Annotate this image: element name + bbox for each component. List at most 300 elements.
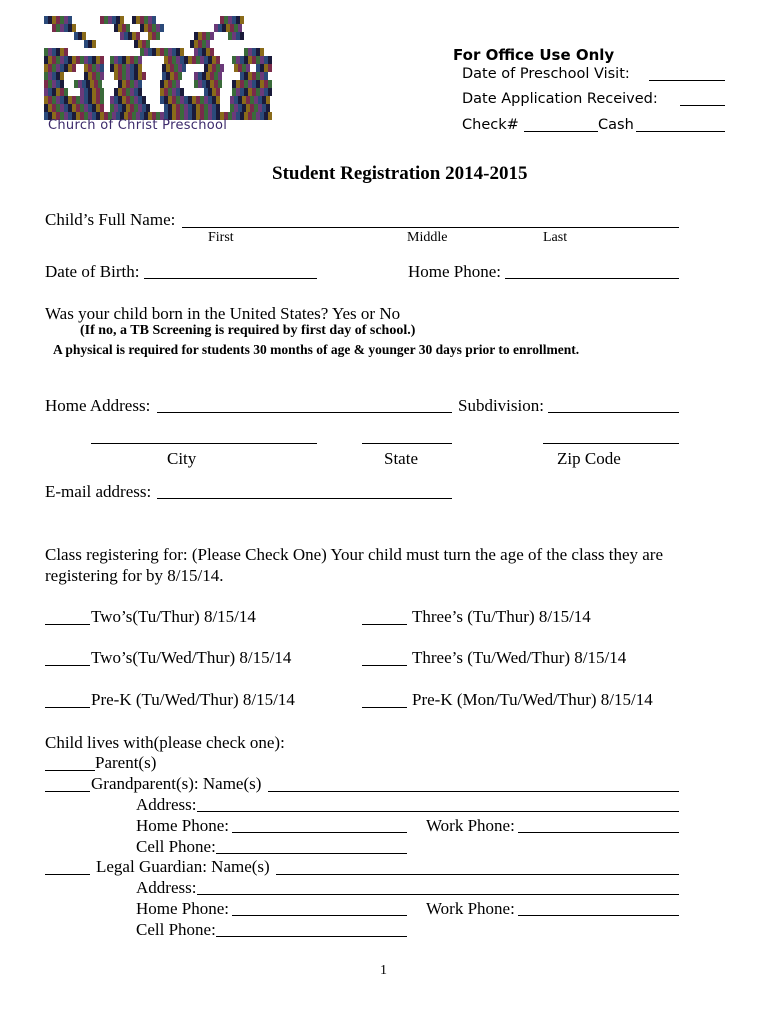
zip-field[interactable] bbox=[543, 443, 679, 444]
logo-pixel bbox=[194, 32, 198, 40]
logo-pixel bbox=[48, 56, 52, 64]
logo-pixel bbox=[218, 80, 222, 88]
guardian-cell-phone-field[interactable] bbox=[216, 936, 407, 937]
guardian-work-phone-field[interactable] bbox=[518, 915, 679, 916]
logo-pixel bbox=[264, 88, 268, 96]
logo-pixel bbox=[92, 72, 96, 80]
logo-pixel bbox=[56, 104, 60, 112]
logo-pixel bbox=[134, 40, 138, 48]
logo-pixel bbox=[228, 16, 232, 24]
logo-pixel bbox=[242, 104, 246, 112]
check-field[interactable] bbox=[524, 131, 598, 132]
logo-pixel bbox=[96, 104, 100, 112]
logo-pixel bbox=[168, 88, 172, 96]
logo-pixel bbox=[64, 24, 68, 32]
logo-pixel bbox=[164, 80, 168, 88]
logo-pixel bbox=[72, 104, 76, 112]
logo-pixel bbox=[130, 56, 134, 64]
logo-pixel bbox=[126, 88, 130, 96]
logo-pixel bbox=[126, 80, 130, 88]
class-intro-line2: registering for by 8/15/14. bbox=[45, 566, 224, 585]
logo-pixel bbox=[260, 80, 264, 88]
logo-pixel bbox=[140, 24, 144, 32]
logo-pixel bbox=[202, 72, 206, 80]
logo-pixel bbox=[122, 64, 126, 72]
logo-pixel bbox=[52, 24, 56, 32]
logo-pixel bbox=[248, 80, 252, 88]
logo-pixel bbox=[84, 96, 88, 104]
zip-caption: Zip Code bbox=[557, 449, 621, 468]
logo-pixel bbox=[256, 64, 260, 72]
logo-pixel bbox=[214, 72, 218, 80]
logo-pixel bbox=[68, 56, 72, 64]
logo-pixel bbox=[148, 24, 152, 32]
logo-pixel bbox=[86, 80, 90, 88]
logo-pixel bbox=[48, 72, 52, 80]
logo-pixel bbox=[236, 80, 240, 88]
logo-pixel bbox=[202, 48, 206, 56]
logo-pixel bbox=[176, 56, 180, 64]
logo-pixel bbox=[198, 80, 202, 88]
class-option-checkline[interactable] bbox=[362, 624, 407, 625]
class-option-checkline[interactable] bbox=[45, 665, 90, 666]
logo-pixel bbox=[100, 96, 104, 104]
logo-pixel bbox=[232, 80, 236, 88]
logo-pixel bbox=[264, 64, 268, 72]
grandparents-name-field[interactable] bbox=[268, 791, 679, 792]
logo-pixel bbox=[252, 56, 256, 64]
logo-pixel bbox=[92, 96, 96, 104]
logo-pixel bbox=[56, 48, 60, 56]
logo-pixel bbox=[44, 72, 48, 80]
logo-pixel bbox=[52, 96, 56, 104]
logo-pixel bbox=[250, 96, 254, 104]
logo-pixel bbox=[228, 32, 232, 40]
logo-pixel bbox=[212, 64, 216, 72]
logo-pixel bbox=[260, 72, 264, 80]
logo-pixel bbox=[254, 104, 258, 112]
logo-pixel bbox=[206, 72, 210, 80]
parents-label: Parent(s) bbox=[95, 753, 157, 772]
logo-pixel bbox=[238, 64, 242, 72]
logo-pixel bbox=[194, 40, 198, 48]
logo-pixel bbox=[256, 48, 260, 56]
grandparents-checkline[interactable] bbox=[45, 791, 90, 792]
logo-pixel bbox=[78, 80, 82, 88]
logo-pixel bbox=[126, 96, 130, 104]
logo-pixel bbox=[180, 56, 184, 64]
logo-pixel bbox=[170, 72, 174, 80]
grandparents-address-field[interactable] bbox=[197, 811, 679, 812]
logo-pixel bbox=[234, 96, 238, 104]
logo-pixel bbox=[126, 56, 130, 64]
logo-pixel bbox=[68, 104, 72, 112]
logo-pixel bbox=[78, 32, 82, 40]
logo-pixel bbox=[244, 80, 248, 88]
logo-pixel bbox=[190, 40, 194, 48]
logo-pixel bbox=[266, 96, 270, 104]
logo-pixel bbox=[52, 16, 56, 24]
logo-pixel bbox=[52, 88, 56, 96]
logo-pixel bbox=[166, 64, 170, 72]
logo-pixel bbox=[244, 56, 248, 64]
logo-pixel bbox=[48, 104, 52, 112]
logo-pixel bbox=[142, 96, 146, 104]
logo-pixel bbox=[180, 96, 184, 104]
logo-pixel bbox=[80, 88, 84, 96]
subdivision-label: Subdivision: bbox=[458, 396, 544, 415]
logo-pixel bbox=[134, 80, 138, 88]
state-caption: State bbox=[384, 449, 418, 468]
logo-pixel bbox=[92, 40, 96, 48]
logo-pixel bbox=[88, 104, 92, 112]
logo-pixel bbox=[260, 112, 264, 120]
logo-pixel bbox=[90, 80, 94, 88]
logo-pixel bbox=[136, 32, 140, 40]
guardian-home-phone-label: Home Phone: bbox=[136, 899, 230, 918]
logo-pixel bbox=[174, 64, 178, 72]
logo-pixel bbox=[84, 104, 88, 112]
logo-pixel bbox=[234, 24, 238, 32]
logo-pixel bbox=[60, 16, 64, 24]
logo-pixel bbox=[84, 88, 88, 96]
logo-pixel bbox=[230, 96, 234, 104]
logo-pixel bbox=[264, 56, 268, 64]
grandparents-work-phone-label: Work Phone: bbox=[426, 816, 515, 835]
logo-pixel bbox=[200, 56, 204, 64]
home-phone-field[interactable] bbox=[505, 278, 679, 279]
logo-pixel bbox=[52, 64, 56, 72]
email-label: E-mail address: bbox=[45, 482, 152, 501]
logo-pixel bbox=[100, 104, 104, 112]
class-option-checkline[interactable] bbox=[362, 665, 407, 666]
logo-pixel bbox=[240, 32, 244, 40]
logo-pixel bbox=[108, 16, 112, 24]
logo-pixel bbox=[212, 104, 216, 112]
logo-pixel bbox=[52, 80, 56, 88]
parents-checkline[interactable] bbox=[45, 770, 95, 771]
logo-pixel bbox=[44, 80, 48, 88]
logo-pixel bbox=[138, 40, 142, 48]
logo-pixel bbox=[130, 80, 134, 88]
logo-pixel bbox=[160, 96, 164, 104]
logo-pixel bbox=[168, 80, 172, 88]
logo-pixel bbox=[74, 80, 78, 88]
tb-screening-note: (If no, a TB Screening is required by first day of school.) bbox=[80, 323, 416, 338]
logo-pixel bbox=[88, 72, 92, 80]
logo-pixel bbox=[160, 88, 164, 96]
class-option-twos-tu-wed-thur: Two’s(Tu/Wed/Thur) 8/15/14 bbox=[91, 648, 292, 667]
logo-pixel bbox=[256, 72, 260, 80]
guardian-label: Legal Guardian: Name(s) bbox=[96, 857, 270, 876]
logo-pixel bbox=[210, 72, 214, 80]
logo-pixel bbox=[198, 32, 202, 40]
logo-pixel bbox=[232, 16, 236, 24]
logo-pixel bbox=[170, 64, 174, 72]
logo-pixel bbox=[212, 56, 216, 64]
logo-pixel bbox=[82, 32, 86, 40]
logo-pixel bbox=[172, 80, 176, 88]
state-field[interactable] bbox=[362, 443, 452, 444]
logo-pixel bbox=[198, 48, 202, 56]
logo-pixel bbox=[126, 24, 130, 32]
cash-field[interactable] bbox=[636, 131, 725, 132]
application-received-label: Date Application Received: bbox=[462, 91, 658, 107]
logo-pixel bbox=[122, 88, 126, 96]
logo-pixel bbox=[236, 88, 240, 96]
logo-pixel bbox=[240, 72, 244, 80]
logo-pixel bbox=[64, 104, 68, 112]
logo-pixel bbox=[138, 72, 142, 80]
class-option-checkline[interactable] bbox=[45, 624, 90, 625]
logo-pixel bbox=[228, 112, 232, 120]
logo-pixel bbox=[212, 88, 216, 96]
logo-pixel bbox=[52, 104, 56, 112]
logo-pixel bbox=[218, 72, 222, 80]
logo-pixel bbox=[72, 64, 76, 72]
logo-pixel bbox=[134, 72, 138, 80]
logo-pixel bbox=[162, 64, 166, 72]
logo-pixel bbox=[92, 104, 96, 112]
logo-pixel bbox=[118, 24, 122, 32]
logo-pixel bbox=[130, 72, 134, 80]
class-option-prek-tu-wed-thur: Pre-K (Tu/Wed/Thur) 8/15/14 bbox=[91, 690, 295, 709]
logo-pixel bbox=[64, 88, 68, 96]
dob-field[interactable] bbox=[144, 278, 317, 279]
logo-pixel bbox=[156, 48, 160, 56]
logo-pixel bbox=[220, 16, 224, 24]
logo-pixel bbox=[240, 112, 244, 120]
logo-pixel bbox=[204, 56, 208, 64]
logo-pixel bbox=[268, 64, 272, 72]
logo-pixel bbox=[198, 40, 202, 48]
cash-label: Cash bbox=[598, 117, 634, 133]
application-received-field[interactable] bbox=[680, 105, 725, 106]
logo-pixel bbox=[232, 88, 236, 96]
logo-pixel bbox=[60, 80, 64, 88]
preschool-visit-field[interactable] bbox=[649, 80, 725, 81]
logo-pixel bbox=[92, 56, 96, 64]
logo-pixel bbox=[138, 56, 142, 64]
logo-pixel bbox=[236, 56, 240, 64]
logo-pixel bbox=[118, 72, 122, 80]
logo-pixel bbox=[100, 88, 104, 96]
logo-pixel bbox=[216, 96, 220, 104]
logo-pixel bbox=[214, 24, 218, 32]
guardian-address-field[interactable] bbox=[197, 894, 679, 895]
logo-pixel bbox=[178, 64, 182, 72]
logo-pixel bbox=[202, 80, 206, 88]
logo-pixel bbox=[206, 80, 210, 88]
logo-pixel bbox=[164, 56, 168, 64]
logo-pixel bbox=[100, 64, 104, 72]
logo-pixel bbox=[88, 64, 92, 72]
logo-pixel bbox=[60, 64, 64, 72]
logo-pixel bbox=[206, 32, 210, 40]
logo-pixel bbox=[48, 88, 52, 96]
logo-pixel bbox=[176, 88, 180, 96]
logo-pixel bbox=[208, 64, 212, 72]
logo-pixel bbox=[64, 96, 68, 104]
logo-pixel bbox=[208, 104, 212, 112]
grandparents-home-phone-label: Home Phone: bbox=[136, 816, 230, 835]
logo-pixel bbox=[130, 104, 134, 112]
logo-pixel bbox=[188, 104, 192, 112]
logo-pixel bbox=[164, 104, 168, 112]
logo-pixel bbox=[172, 96, 176, 104]
logo-pixel bbox=[208, 96, 212, 104]
logo-pixel bbox=[162, 72, 166, 80]
logo-pixel bbox=[232, 112, 236, 120]
logo-pixel bbox=[88, 96, 92, 104]
logo-pixel bbox=[60, 104, 64, 112]
logo-pixel bbox=[52, 56, 56, 64]
logo-pixel bbox=[64, 16, 68, 24]
logo-pixel bbox=[260, 48, 264, 56]
logo-pixel bbox=[198, 72, 202, 80]
logo-pixel bbox=[184, 56, 188, 64]
logo-pixel bbox=[268, 56, 272, 64]
logo-pixel bbox=[216, 64, 220, 72]
logo-pixel bbox=[138, 64, 142, 72]
child-name-field[interactable] bbox=[182, 227, 679, 228]
logo-pixel bbox=[98, 80, 102, 88]
logo-pixel bbox=[100, 72, 104, 80]
logo-pixel bbox=[126, 64, 130, 72]
logo-pixel bbox=[240, 16, 244, 24]
logo-pixel bbox=[194, 72, 198, 80]
logo-pixel bbox=[236, 32, 240, 40]
logo-pixel bbox=[240, 80, 244, 88]
logo-pixel bbox=[238, 104, 242, 112]
logo-pixel bbox=[134, 64, 138, 72]
logo-pixel bbox=[262, 104, 266, 112]
email-field[interactable] bbox=[157, 498, 452, 499]
logo-pixel bbox=[244, 112, 248, 120]
logo-pixel bbox=[120, 32, 124, 40]
logo-pixel bbox=[104, 16, 108, 24]
logo-pixel bbox=[118, 80, 122, 88]
grandparents-home-phone-field[interactable] bbox=[232, 832, 407, 833]
logo-pixel bbox=[138, 88, 142, 96]
logo-pixel bbox=[210, 80, 214, 88]
class-intro-line1: Class registering for: (Please Check One) Your child must turn the age of the class they are bbox=[45, 545, 663, 564]
logo-pixel bbox=[260, 88, 264, 96]
logo-pixel bbox=[194, 80, 198, 88]
logo-pixel bbox=[118, 64, 122, 72]
logo-pixel bbox=[236, 16, 240, 24]
office-use-title: For Office Use Only bbox=[453, 46, 615, 64]
logo-pixel bbox=[128, 32, 132, 40]
logo-pixel bbox=[56, 72, 60, 80]
logo-pixel bbox=[234, 64, 238, 72]
logo-pixel bbox=[44, 16, 48, 24]
logo-pixel bbox=[156, 32, 160, 40]
logo-pixel bbox=[206, 48, 210, 56]
logo-pixel bbox=[116, 16, 120, 24]
home-phone-label: Home Phone: bbox=[408, 262, 502, 281]
logo-pixel bbox=[264, 112, 268, 120]
class-option-threes-tu-thur: Three’s (Tu/Thur) 8/15/14 bbox=[412, 607, 591, 626]
logo-pixel bbox=[180, 48, 184, 56]
logo-pixel bbox=[88, 40, 92, 48]
logo-pixel bbox=[56, 16, 60, 24]
logo-pixel bbox=[96, 56, 100, 64]
guardian-name-field[interactable] bbox=[276, 874, 679, 875]
logo-pixel bbox=[56, 88, 60, 96]
logo-pixel bbox=[122, 80, 126, 88]
form-title: Student Registration 2014-2015 bbox=[272, 163, 528, 184]
logo-pixel bbox=[142, 104, 146, 112]
logo-pixel bbox=[242, 96, 246, 104]
logo-pixel bbox=[114, 24, 118, 32]
logo-pixel bbox=[156, 24, 160, 32]
logo-pixel bbox=[68, 24, 72, 32]
guardian-home-phone-field[interactable] bbox=[232, 915, 407, 916]
logo-pixel bbox=[268, 80, 272, 88]
logo-pixel bbox=[254, 96, 258, 104]
logo-pixel bbox=[138, 80, 142, 88]
logo-pixel bbox=[56, 96, 60, 104]
logo-pixel bbox=[96, 64, 100, 72]
lives-with-heading: Child lives with(please check one): bbox=[45, 733, 285, 752]
home-address-field[interactable] bbox=[157, 412, 452, 413]
logo-pixel bbox=[218, 24, 222, 32]
logo-pixel bbox=[192, 104, 196, 112]
logo-pixel bbox=[252, 80, 256, 88]
logo-pixel bbox=[202, 40, 206, 48]
class-option-checkline[interactable] bbox=[362, 707, 407, 708]
logo-pixel bbox=[122, 96, 126, 104]
logo-pixel bbox=[268, 112, 272, 120]
logo-pixel bbox=[142, 40, 146, 48]
logo-pixel bbox=[96, 88, 100, 96]
logo-pixel bbox=[256, 56, 260, 64]
logo-pixel bbox=[44, 96, 48, 104]
logo-pixel bbox=[232, 32, 236, 40]
logo-pixel bbox=[262, 96, 266, 104]
logo-caption: Church of Christ Preschool bbox=[48, 118, 228, 133]
logo-pixel bbox=[160, 80, 164, 88]
logo-pixel bbox=[258, 96, 262, 104]
logo-pixel bbox=[152, 16, 156, 24]
logo-pixel bbox=[94, 80, 98, 88]
logo-pixel bbox=[148, 16, 152, 24]
logo-pixel bbox=[76, 56, 80, 64]
guardian-checkline[interactable] bbox=[45, 874, 90, 875]
logo-pixel bbox=[110, 56, 114, 64]
logo-pixel bbox=[110, 64, 114, 72]
logo-pixel bbox=[136, 16, 140, 24]
grandparents-cell-phone-field[interactable] bbox=[216, 853, 407, 854]
logo-pixel bbox=[122, 104, 126, 112]
city-field[interactable] bbox=[91, 443, 317, 444]
logo-pixel bbox=[208, 56, 212, 64]
logo-pixel bbox=[118, 88, 122, 96]
grandparents-work-phone-field[interactable] bbox=[518, 832, 679, 833]
logo-pixel bbox=[48, 96, 52, 104]
logo-pixel bbox=[142, 72, 146, 80]
logo-pixel bbox=[72, 56, 76, 64]
logo-pixel bbox=[48, 80, 52, 88]
subdivision-field[interactable] bbox=[548, 412, 679, 413]
logo-pixel bbox=[168, 56, 172, 64]
logo-pixel bbox=[168, 96, 172, 104]
logo-pixel bbox=[146, 40, 150, 48]
logo-pixel bbox=[64, 64, 68, 72]
grandparents-label: Grandparent(s): Name(s) bbox=[91, 774, 262, 793]
class-option-checkline[interactable] bbox=[45, 707, 90, 708]
